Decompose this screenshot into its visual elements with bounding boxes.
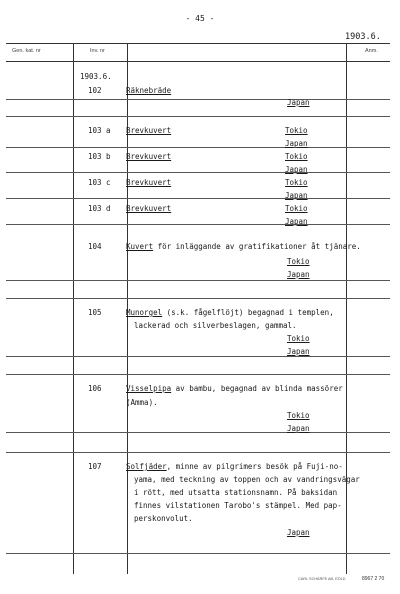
row-divider: [6, 198, 390, 199]
entry-title: Brevkuvert: [126, 178, 172, 187]
entry-place: Japan: [285, 165, 308, 174]
entry-place: Japan: [285, 217, 308, 226]
entry-place: Tokio: [285, 126, 308, 135]
entry-text: (s.k. fågelflöjt) begagnad i templen,: [162, 308, 334, 317]
row-divider: [6, 172, 390, 173]
entry-title: Brevkuvert: [126, 152, 172, 161]
entry-title: Munorgel: [126, 308, 163, 317]
row-divider: [6, 147, 390, 148]
entry-text: (Amma).: [126, 398, 158, 407]
row-divider: [6, 432, 390, 433]
inv-number: 103 d: [88, 204, 111, 213]
page-number: - 45 -: [185, 14, 215, 23]
row-divider: [6, 116, 390, 117]
entry-place: Japan: [285, 191, 308, 200]
entry-place: Tokio: [285, 152, 308, 161]
entry-title: Visselpipa: [126, 384, 172, 393]
entry-place: Tokio: [287, 257, 310, 266]
entry-line: [126, 242, 361, 251]
row-divider: [6, 374, 390, 375]
entry-text: perskonvolut.: [134, 514, 193, 523]
column-header-row: [6, 43, 390, 62]
inv-number: 102: [88, 86, 102, 95]
row-divider: [6, 356, 390, 357]
entry-text: finnes vilstationen Tarobo's stämpel. Med pap-: [134, 501, 342, 510]
page-date: 1903.6.: [345, 32, 381, 42]
form-code: 8967 2 70: [362, 576, 385, 582]
printer-imprint: CARL SCHÄRFE AB, EÖLD: [298, 577, 346, 581]
entry-place: Tokio: [287, 334, 310, 343]
entry-text: lackerad och silverbeslagen, gammal.: [134, 321, 297, 330]
entry-text: för inläggande av gratifikationer åt tjänare.: [153, 242, 361, 251]
entry-title: Solfjäder: [126, 462, 167, 471]
entry-text: yama, med teckning av toppen och av vandringsvägar: [134, 475, 360, 484]
entry-text: i rött, med utsatta stationsnamn. På baksidan: [134, 488, 338, 497]
entry-place: Tokio: [285, 204, 308, 213]
entry-line: [126, 308, 334, 317]
row-divider: [6, 553, 390, 554]
entry-title: Räknebräde: [126, 86, 172, 95]
entry-place: Japan: [287, 98, 310, 107]
inv-number: 103 c: [88, 178, 111, 187]
entry-place: Japan: [287, 347, 310, 356]
col-head-gen-kat-nr: Gen. kat. nr: [12, 48, 41, 54]
inv-number: 107: [88, 462, 102, 471]
entry-place: Japan: [287, 270, 310, 279]
entry-title: Brevkuvert: [126, 126, 172, 135]
column-divider: [346, 43, 347, 574]
inv-number: 106: [88, 384, 102, 393]
entry-title: Brevkuvert: [126, 204, 172, 213]
inv-number: 103 a: [88, 126, 111, 135]
inv-number: 103 b: [88, 152, 111, 161]
inv-number: 104: [88, 242, 102, 251]
row-divider: [6, 99, 390, 100]
row-divider: [6, 224, 390, 225]
inv-date: 1903.6.: [80, 72, 112, 81]
row-divider: [6, 280, 390, 281]
entry-text: , minne av pilgrimers besök på Fuji-no-: [166, 462, 343, 471]
inv-number: 105: [88, 308, 102, 317]
entry-line: [126, 462, 343, 471]
entry-place: Tokio: [285, 178, 308, 187]
row-divider: [6, 298, 390, 299]
entry-place: Japan: [287, 424, 310, 433]
entry-place: Japan: [285, 139, 308, 148]
row-divider: [6, 452, 390, 453]
entry-line: [126, 384, 343, 393]
col-head-inv-nr: Inv. nr: [90, 48, 105, 54]
col-head-anm: Anm.: [365, 48, 378, 54]
entry-place: Tokio: [287, 411, 310, 420]
entry-place: Japan: [287, 528, 310, 537]
entry-title: Kuvert: [126, 242, 154, 251]
column-divider: [73, 43, 74, 574]
entry-text: av bambu, begagnad av blinda massörer: [171, 384, 343, 393]
